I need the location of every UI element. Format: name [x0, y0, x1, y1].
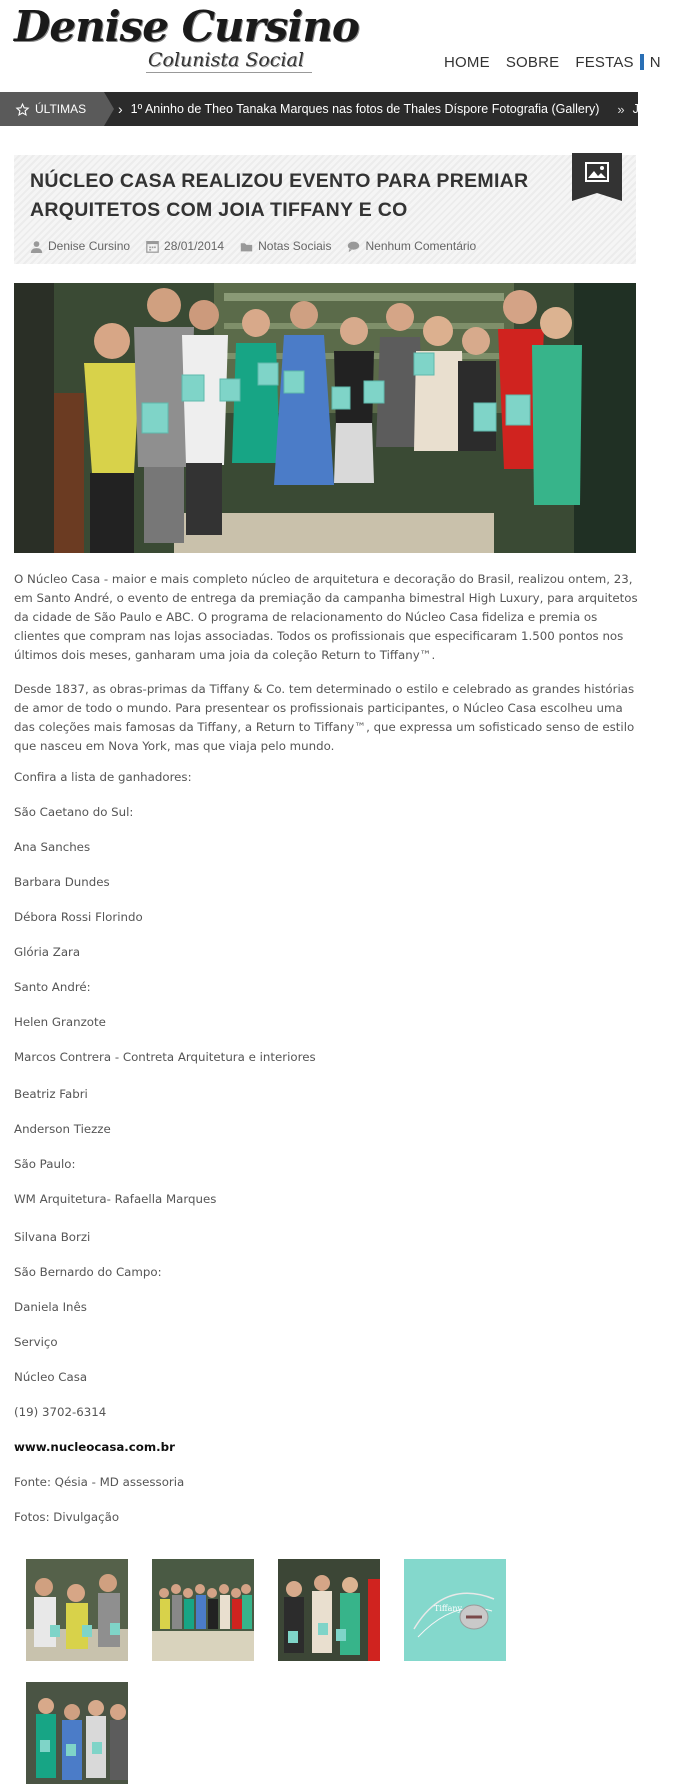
gallery-photo-illustration: [26, 1559, 128, 1661]
post-featured-photo[interactable]: [14, 283, 636, 553]
post-format-badge: [572, 153, 622, 193]
meta-date: [146, 239, 224, 253]
source-credit: Fonte: Qésia - MD assessoria: [14, 1475, 185, 1489]
logo-subtitle: Colunista Social: [148, 49, 304, 71]
photo-gallery: [26, 1559, 626, 1784]
website-link[interactable]: www.nucleocasa.com.br: [14, 1440, 175, 1454]
gallery-thumbnail[interactable]: [26, 1559, 128, 1661]
post-paragraph: Desde 1837, as obras-primas da Tiffany & Co. tem determinado o estilo e celebrado as grandes histórias de amor de todo o mundo. Para presentear os profissionais participantes, o Núcleo Casa escolheu uma das coleções mais famosas da Tiffany, a Return to Tiffany™, que expressa um sofisticado senso de estilo que nasceu em Nova York, mas que viaja pelo mundo.: [14, 682, 635, 753]
calendar-icon: [146, 240, 159, 253]
comment-icon: [347, 240, 360, 253]
category-link[interactable]: Notas Sociais: [258, 239, 332, 253]
folder-icon: [240, 240, 253, 253]
list-item: WM Arquitetura- Rafaella Marques: [14, 1192, 217, 1206]
site-header: [0, 0, 661, 92]
list-item: Glória Zara: [14, 945, 81, 959]
list-item: Helen Granzote: [14, 1015, 106, 1029]
tiffany-box-label: Tiffany: [434, 1604, 463, 1613]
list-item: Débora Rossi Florindo: [14, 910, 143, 924]
header-edge-accent: [640, 54, 644, 70]
gallery-thumbnail[interactable]: [278, 1559, 380, 1661]
image-icon: [585, 162, 609, 182]
winners-intro: Confira a lista de ganhadores:: [14, 770, 192, 784]
list-item: São Paulo:: [14, 1157, 76, 1171]
ticker-label-text: ÚLTIMAS: [35, 102, 87, 116]
ticker-headline-link[interactable]: 1º Aninho de Theo Tanaka Marques nas fotos de Thales Díspore Fotografia (Gallery): [130, 102, 600, 116]
list-item: Anderson Tiezze: [14, 1122, 111, 1136]
comments-link[interactable]: Nenhum Comentário: [365, 239, 477, 253]
news-ticker: [0, 92, 638, 126]
ticker-label: [0, 92, 104, 126]
post-header: [14, 155, 636, 264]
list-item: São Caetano do Sul:: [14, 805, 134, 819]
list-item: Marcos Contrera - Contreta Arquitetura e interiores: [14, 1050, 316, 1064]
site-logo[interactable]: [14, 2, 359, 82]
list-item: São Bernardo do Campo:: [14, 1265, 162, 1279]
list-item: Serviço: [14, 1335, 58, 1349]
phone-number: (19) 3702-6314: [14, 1405, 107, 1419]
logo-divider: [146, 72, 312, 73]
star-icon: [16, 103, 29, 116]
post-paragraph: O Núcleo Casa - maior e mais completo núcleo de arquitetura e decoração do Brasil, realizou ontem, 23, em Santo André, o evento de entrega da premiação da campanha bimestral High Luxury, para arquitetos da cidade de São Paulo e ABC. O programa de relacionamento do Núcleo Casa fideliza e premia os clientes que compram nas lojas associadas. Todos os profissionais que especificaram 1.500 pontos nos últimos dois meses, ganharam uma joia da coleção Return to Tiffany™.: [14, 572, 638, 662]
gallery-thumbnail[interactable]: [152, 1559, 254, 1661]
list-item: Silvana Borzi: [14, 1230, 91, 1244]
post-date: 28/01/2014: [164, 239, 225, 253]
ticker-headlines: [118, 92, 639, 126]
author-link[interactable]: Denise Cursino: [48, 239, 131, 253]
list-item: Núcleo Casa: [14, 1370, 88, 1384]
user-icon: [30, 240, 43, 253]
list-item: Ana Sanches: [14, 840, 91, 854]
meta-author: [30, 239, 130, 253]
gallery-photo-illustration: [26, 1682, 128, 1784]
gallery-photo-illustration: [278, 1559, 380, 1661]
tiffany-jewel-photo-illustration: [404, 1559, 506, 1661]
nav-festas[interactable]: FESTAS: [575, 54, 634, 71]
group-photo-illustration: [14, 283, 636, 553]
double-chevron-icon: »: [617, 101, 625, 117]
list-item: Santo André:: [14, 980, 91, 994]
post-content: [14, 570, 638, 1543]
nav-home[interactable]: HOME: [444, 54, 490, 71]
gallery-thumbnail[interactable]: [26, 1682, 128, 1784]
list-item: Daniela Inês: [14, 1300, 87, 1314]
ticker-next-link[interactable]: J: [632, 102, 639, 116]
gallery-photo-illustration: [152, 1559, 254, 1661]
post-meta: [30, 239, 476, 253]
gallery-thumbnail[interactable]: [404, 1559, 506, 1661]
meta-category: [240, 239, 331, 253]
post-title[interactable]: NÚCLEO CASA REALIZOU EVENTO PARA PREMIAR ARQUITETOS COM JOIA TIFFANY E CO: [30, 170, 529, 221]
nav-sobre[interactable]: SOBRE: [505, 54, 560, 71]
photos-credit: Fotos: Divulgação: [14, 1510, 120, 1524]
list-item: Beatriz Fabri: [14, 1087, 88, 1101]
nav-next[interactable]: N: [649, 54, 661, 71]
meta-comments: [347, 239, 476, 253]
list-item: Barbara Dundes: [14, 875, 110, 889]
logo-title: Denise Cursino: [14, 2, 359, 51]
chevron-right-icon: ›: [118, 101, 123, 117]
